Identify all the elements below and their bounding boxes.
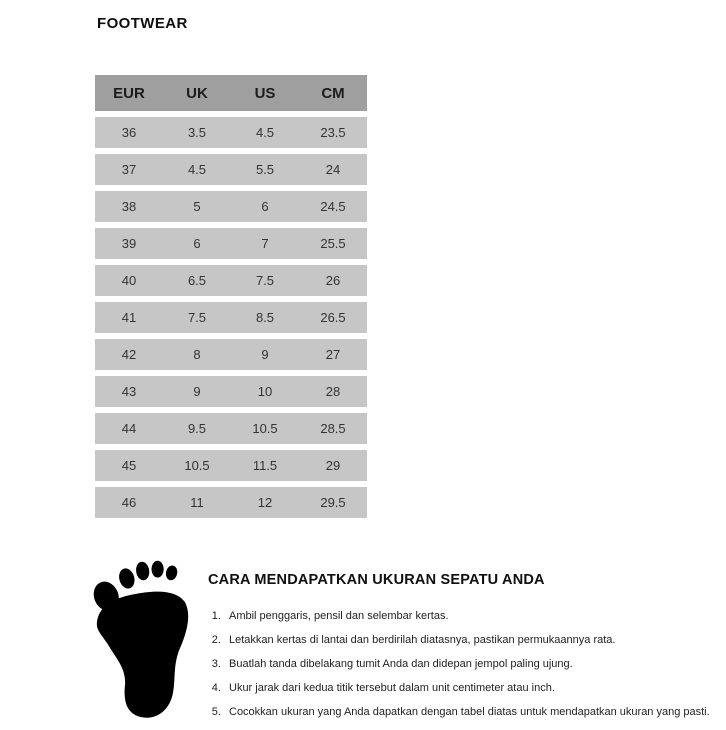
table-cell: 27: [325, 347, 341, 362]
table-row: [95, 487, 367, 518]
table-cell: 9.5: [187, 421, 207, 436]
table-cell: 3.5: [187, 125, 207, 140]
table-cell: 6: [193, 236, 201, 251]
guide-heading: CARA MENDAPATKAN UKURAN SEPATU ANDA: [208, 572, 545, 588]
table-cell: 43: [121, 384, 137, 399]
column-header-cm: CM: [321, 84, 345, 102]
size-table-body: [95, 117, 367, 518]
table-cell: 12: [257, 495, 273, 510]
table-cell: 28: [325, 384, 341, 399]
table-cell: 7.5: [187, 310, 207, 325]
table-row: [95, 265, 367, 296]
size-table-header-row: [95, 75, 367, 111]
table-cell: 38: [121, 199, 137, 214]
table-cell: 8.5: [255, 310, 275, 325]
table-cell: 46: [121, 495, 137, 510]
instruction-step: 2. Letakkan kertas di lantai dan berdirilah diatasnya, pastikan permukaannya rata.: [224, 634, 720, 647]
table-cell: 45: [121, 458, 137, 473]
table-cell: 10.5: [184, 458, 210, 473]
instruction-step: 4. Ukur jarak dari kedua titik tersebut dalam unit centimeter atau inch.: [224, 682, 720, 695]
table-cell: 41: [121, 310, 137, 325]
instructions-list: [208, 610, 720, 719]
table-cell: 9: [193, 384, 201, 399]
instruction-step: 3. Buatlah tanda dibelakang tumit Anda dan didepan jempol paling ujung.: [224, 658, 720, 671]
table-cell: 37: [121, 162, 137, 177]
table-row: [95, 228, 367, 259]
table-cell: 29.5: [320, 495, 346, 510]
table-cell: 10.5: [252, 421, 278, 436]
table-cell: 24: [325, 162, 341, 177]
table-cell: 4.5: [255, 125, 275, 140]
table-cell: 36: [121, 125, 137, 140]
table-cell: 5.5: [255, 162, 275, 177]
table-row: [95, 376, 367, 407]
table-cell: 25.5: [320, 236, 346, 251]
table-cell: 5: [193, 199, 201, 214]
table-row: [95, 339, 367, 370]
table-cell: 29: [325, 458, 341, 473]
table-cell: 44: [121, 421, 137, 436]
table-row: [95, 154, 367, 185]
table-cell: 7: [261, 236, 269, 251]
measuring-guide: [208, 572, 720, 730]
table-cell: 10: [257, 384, 273, 399]
size-table: [95, 75, 367, 518]
column-header-uk: UK: [186, 84, 208, 102]
table-cell: 40: [121, 273, 137, 288]
table-cell: 9: [261, 347, 269, 362]
table-row: [95, 117, 367, 148]
table-cell: 7.5: [255, 273, 275, 288]
table-cell: 6: [261, 199, 269, 214]
table-cell: 24.5: [320, 199, 346, 214]
table-cell: 42: [121, 347, 137, 362]
instruction-step: 1. Ambil penggaris, pensil dan selembar kertas.: [224, 610, 720, 623]
table-cell: 28.5: [320, 421, 346, 436]
page-title: FOOTWEAR: [97, 15, 188, 32]
foot-silhouette-icon: [82, 556, 194, 726]
table-cell: 23.5: [320, 125, 346, 140]
table-cell: 26.5: [320, 310, 346, 325]
table-cell: 39: [121, 236, 137, 251]
table-cell: 11.5: [252, 458, 278, 473]
table-cell: 8: [193, 347, 201, 362]
table-row: [95, 450, 367, 481]
table-cell: 4.5: [187, 162, 207, 177]
column-header-us: US: [254, 84, 276, 102]
table-cell: 11: [190, 495, 204, 510]
table-row: [95, 413, 367, 444]
column-header-eur: EUR: [113, 84, 145, 102]
table-cell: 6.5: [187, 273, 207, 288]
instruction-step: 5. Cocokkan ukuran yang Anda dapatkan dengan tabel diatas untuk mendapatkan ukuran yang pasti.: [224, 706, 720, 719]
table-row: [95, 191, 367, 222]
table-row: [95, 302, 367, 333]
table-cell: 26: [325, 273, 341, 288]
